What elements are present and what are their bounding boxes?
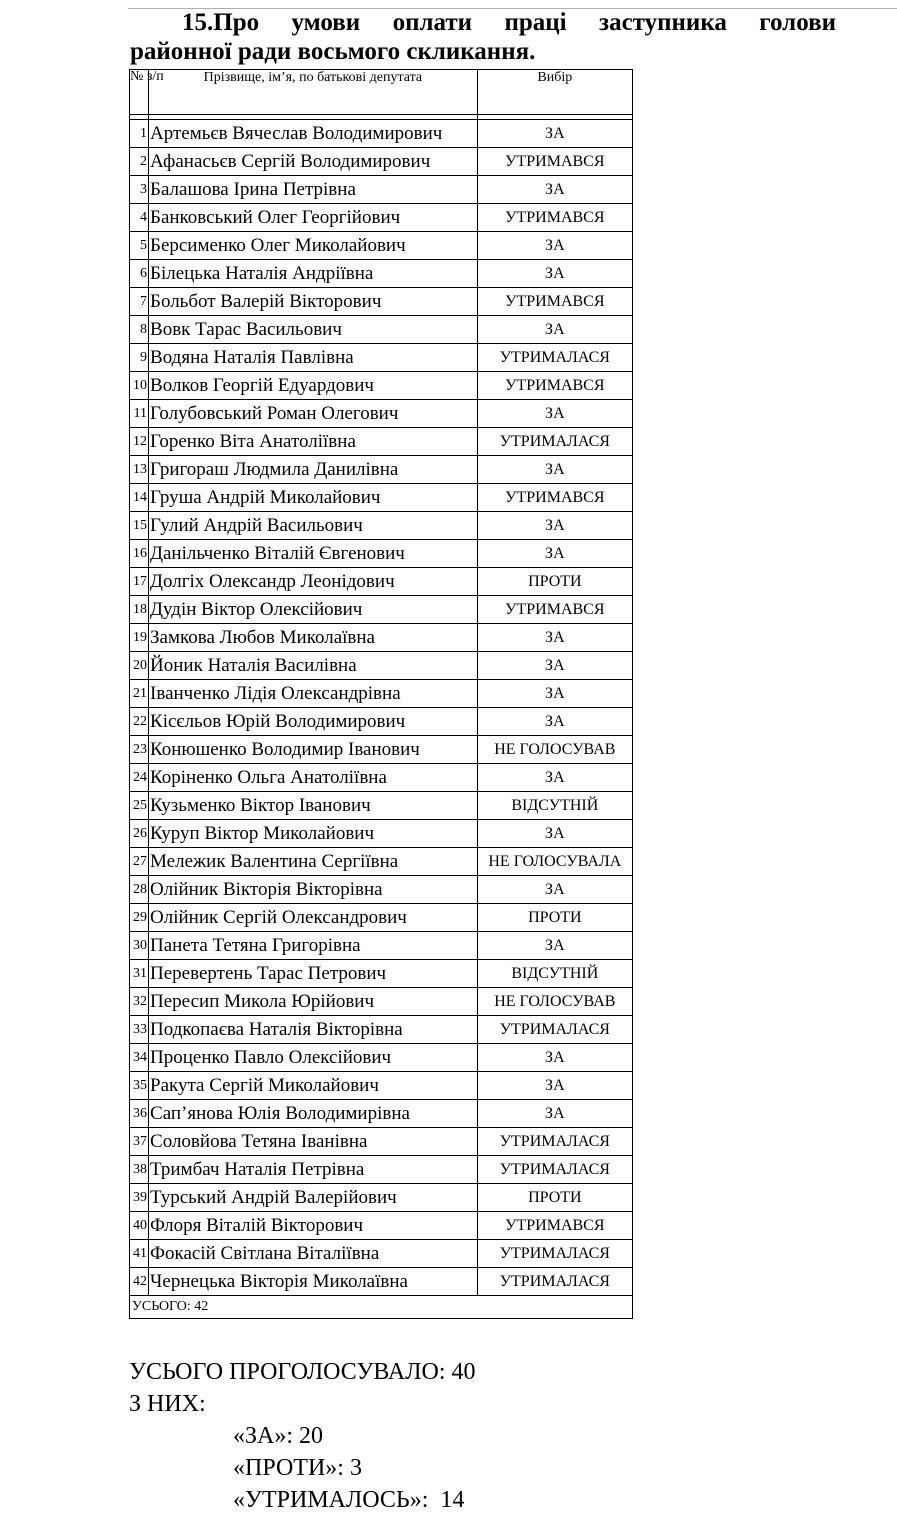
header-number: № з/п (130, 70, 149, 115)
deputy-name: Іванченко Лідія Олександрівна (149, 680, 478, 708)
deputy-name: Вовк Тарас Васильович (149, 316, 478, 344)
row-number: 38 (130, 1156, 149, 1184)
row-number: 36 (130, 1100, 149, 1128)
table-row (130, 988, 633, 1016)
table-row (130, 120, 633, 148)
deputy-name: Волков Георгій Едуардович (149, 372, 478, 400)
table-row (130, 1100, 633, 1128)
table-row (130, 792, 633, 820)
table-row (130, 428, 633, 456)
header-vote: Вибір (477, 70, 632, 115)
deputy-name: Артемьєв Вячеслав Володимирович (149, 120, 478, 148)
deputy-name: Голубовський Роман Олегович (149, 400, 478, 428)
deputy-name: Тримбач Наталія Петрівна (149, 1156, 478, 1184)
table-row (130, 624, 633, 652)
deputy-name: Григораш Людмила Данилівна (149, 456, 478, 484)
deputy-name: Фокасій Світлана Віталіївна (149, 1240, 478, 1268)
table-row (130, 820, 633, 848)
vote-choice: ЗА (477, 764, 632, 792)
deputy-name: Соловйова Тетяна Іванівна (149, 1128, 478, 1156)
row-number: 35 (130, 1072, 149, 1100)
row-number: 7 (130, 288, 149, 316)
table-row (130, 316, 633, 344)
deputy-name: Афанасьєв Сергій Володимирович (149, 148, 478, 176)
table-row (130, 232, 633, 260)
table-row (130, 1016, 633, 1044)
vote-choice: ЗА (477, 1072, 632, 1100)
deputy-name: Данільченко Віталій Євгенович (149, 540, 478, 568)
row-number: 41 (130, 1240, 149, 1268)
deputy-name: Горенко Віта Анатоліївна (149, 428, 478, 456)
vote-choice: УТРИМАВСЯ (477, 372, 632, 400)
vote-choice: УТРИМАЛАСЯ (477, 1156, 632, 1184)
vote-choice: НЕ ГОЛОСУВАВ (477, 736, 632, 764)
row-number: 18 (130, 596, 149, 624)
vote-choice: ВІДСУТНІЙ (477, 960, 632, 988)
row-number: 19 (130, 624, 149, 652)
table-row (130, 484, 633, 512)
row-number: 34 (130, 1044, 149, 1072)
deputy-name: Балашова Ірина Петрівна (149, 176, 478, 204)
summary-for: «ЗА»: 20 (233, 1423, 324, 1449)
row-number: 20 (130, 652, 149, 680)
row-number: 31 (130, 960, 149, 988)
vote-choice: УТРИМАЛАСЯ (477, 1016, 632, 1044)
row-number: 9 (130, 344, 149, 372)
table-row (130, 1044, 633, 1072)
vote-choice: ЗА (477, 680, 632, 708)
row-number: 12 (130, 428, 149, 456)
table-row (130, 204, 633, 232)
row-number: 32 (130, 988, 149, 1016)
deputy-name: Флоря Віталій Вікторович (149, 1212, 478, 1240)
vote-choice: ЗА (477, 316, 632, 344)
row-number: 22 (130, 708, 149, 736)
row-number: 5 (130, 232, 149, 260)
title-line-2: районної ради восьмого скликання. (130, 38, 536, 65)
table-row (130, 848, 633, 876)
page-title (130, 8, 836, 66)
vote-choice: ЗА (477, 400, 632, 428)
vote-choice: ЗА (477, 232, 632, 260)
deputy-name: Перевертень Тарас Петрович (149, 960, 478, 988)
table-row (130, 372, 633, 400)
deputy-name: Мележик Валентина Сергіївна (149, 848, 478, 876)
title-word: голови (759, 9, 836, 36)
table-row (130, 764, 633, 792)
deputy-name: Пересип Микола Юрійович (149, 988, 478, 1016)
table-row (130, 708, 633, 736)
row-number: 1 (130, 120, 149, 148)
row-number: 13 (130, 456, 149, 484)
deputy-name: Йоник Наталія Василівна (149, 652, 478, 680)
table-row (130, 1128, 633, 1156)
vote-choice: НЕ ГОЛОСУВАЛА (477, 848, 632, 876)
deputy-name: Панета Тетяна Григорівна (149, 932, 478, 960)
table-row (130, 1240, 633, 1268)
row-number: 10 (130, 372, 149, 400)
table-row (130, 400, 633, 428)
title-word: заступника (599, 9, 727, 36)
table-row (130, 1156, 633, 1184)
vote-choice: ЗА (477, 1044, 632, 1072)
summary-of-them: З НИХ: (129, 1391, 206, 1417)
vote-choice: ЗА (477, 260, 632, 288)
table-row (130, 736, 633, 764)
table-header-row (130, 70, 633, 115)
table-row (130, 596, 633, 624)
row-number: 29 (130, 904, 149, 932)
row-number: 25 (130, 792, 149, 820)
row-number: 6 (130, 260, 149, 288)
title-word: оплати (392, 9, 473, 36)
vote-choice: ПРОТИ (477, 1184, 632, 1212)
vote-choice: ЗА (477, 652, 632, 680)
deputy-name: Гулий Андрій Васильович (149, 512, 478, 540)
table-row (130, 176, 633, 204)
vote-choice: УТРИМАВСЯ (477, 288, 632, 316)
table-row (130, 540, 633, 568)
vote-choice: УТРИМАЛАСЯ (477, 428, 632, 456)
row-number: 42 (130, 1268, 149, 1296)
row-number: 17 (130, 568, 149, 596)
table-row (130, 456, 633, 484)
vote-choice: ЗА (477, 624, 632, 652)
row-number: 11 (130, 400, 149, 428)
deputy-name: Сап’янова Юлія Володимирівна (149, 1100, 478, 1128)
vote-choice: УТРИМАВСЯ (477, 1212, 632, 1240)
deputy-name: Чернецька Вікторія Миколаївна (149, 1268, 478, 1296)
table-row (130, 652, 633, 680)
row-number: 2 (130, 148, 149, 176)
table-row (130, 148, 633, 176)
vote-choice: НЕ ГОЛОСУВАВ (477, 988, 632, 1016)
deputy-name: Подкопаєва Наталія Вікторівна (149, 1016, 478, 1044)
deputy-name: Кузьменко Віктор Іванович (149, 792, 478, 820)
table-row (130, 260, 633, 288)
vote-choice: ВІДСУТНІЙ (477, 792, 632, 820)
table-row (130, 932, 633, 960)
table-row (130, 512, 633, 540)
row-number: 3 (130, 176, 149, 204)
row-number: 37 (130, 1128, 149, 1156)
vote-choice: ЗА (477, 540, 632, 568)
table-row (130, 1268, 633, 1296)
deputy-name: Дудін Віктор Олексійович (149, 596, 478, 624)
vote-choice: ПРОТИ (477, 568, 632, 596)
title-line-1 (130, 8, 836, 37)
summary-abstained: «УТРИМАЛОСЬ»: 14 (233, 1487, 465, 1513)
deputy-name: Берсименко Олег Миколайович (149, 232, 478, 260)
table-row (130, 1072, 633, 1100)
vote-choice: УТРИМАВСЯ (477, 484, 632, 512)
vote-choice: ЗА (477, 512, 632, 540)
row-number: 40 (130, 1212, 149, 1240)
deputy-name: Кісєльов Юрій Володимирович (149, 708, 478, 736)
table-row (130, 960, 633, 988)
row-number: 8 (130, 316, 149, 344)
vote-choice: ЗА (477, 820, 632, 848)
vote-summary (129, 1356, 476, 1516)
deputy-name: Турський Андрій Валерійович (149, 1184, 478, 1212)
vote-choice: ПРОТИ (477, 904, 632, 932)
summary-against: «ПРОТИ»: 3 (233, 1455, 362, 1481)
deputy-name: Водяна Наталія Павлівна (149, 344, 478, 372)
deputy-name: Білецька Наталія Андріївна (149, 260, 478, 288)
table-body (130, 115, 633, 1296)
row-number: 4 (130, 204, 149, 232)
table-row (130, 1212, 633, 1240)
title-word: 15.Про (182, 9, 260, 36)
vote-choice: ЗА (477, 120, 632, 148)
row-number: 16 (130, 540, 149, 568)
deputy-name: Груша Андрій Миколайович (149, 484, 478, 512)
vote-choice: УТРИМАЛАСЯ (477, 1268, 632, 1296)
table-total-row (130, 1296, 633, 1319)
title-word: умови (291, 9, 361, 36)
table-row (130, 568, 633, 596)
row-number: 27 (130, 848, 149, 876)
row-number: 21 (130, 680, 149, 708)
vote-choice: УТРИМАЛАСЯ (477, 1240, 632, 1268)
vote-choice: УТРИМАЛАСЯ (477, 344, 632, 372)
vote-choice: УТРИМАВСЯ (477, 204, 632, 232)
vote-choice: УТРИМАЛАСЯ (477, 1128, 632, 1156)
title-word: праці (504, 9, 567, 36)
total-count: УСЬОГО: 42 (130, 1296, 633, 1319)
row-number: 33 (130, 1016, 149, 1044)
vote-choice: ЗА (477, 932, 632, 960)
vote-choice: ЗА (477, 708, 632, 736)
table-row (130, 904, 633, 932)
table-row (130, 876, 633, 904)
vote-choice: ЗА (477, 456, 632, 484)
deputy-name: Ракута Сергій Миколайович (149, 1072, 478, 1100)
row-number: 28 (130, 876, 149, 904)
vote-choice: ЗА (477, 176, 632, 204)
row-number: 15 (130, 512, 149, 540)
row-number: 23 (130, 736, 149, 764)
header-name: Прізвище, ім’я, по батькові депутата (149, 70, 478, 115)
deputy-name: Больбот Валерій Вікторович (149, 288, 478, 316)
voting-table (129, 69, 633, 1319)
deputy-name: Замкова Любов Миколаївна (149, 624, 478, 652)
row-number: 24 (130, 764, 149, 792)
table-row (130, 1184, 633, 1212)
vote-choice: ЗА (477, 1100, 632, 1128)
vote-choice: УТРИМАВСЯ (477, 596, 632, 624)
table-row (130, 680, 633, 708)
table-row (130, 344, 633, 372)
deputy-name: Долгіх Олександр Леонідович (149, 568, 478, 596)
row-number: 26 (130, 820, 149, 848)
row-number: 14 (130, 484, 149, 512)
deputy-name: Олійник Вікторія Вікторівна (149, 876, 478, 904)
deputy-name: Конюшенко Володимир Іванович (149, 736, 478, 764)
vote-choice: УТРИМАВСЯ (477, 148, 632, 176)
row-number: 39 (130, 1184, 149, 1212)
vote-choice: ЗА (477, 876, 632, 904)
deputy-name: Коріненко Ольга Анатоліївна (149, 764, 478, 792)
deputy-name: Куруп Віктор Миколайович (149, 820, 478, 848)
row-number: 30 (130, 932, 149, 960)
deputy-name: Проценко Павло Олексійович (149, 1044, 478, 1072)
deputy-name: Банковський Олег Георгійович (149, 204, 478, 232)
deputy-name: Олійник Сергій Олександрович (149, 904, 478, 932)
summary-voted: УСЬОГО ПРОГОЛОСУВАЛО: 40 (129, 1359, 476, 1385)
table-row (130, 288, 633, 316)
